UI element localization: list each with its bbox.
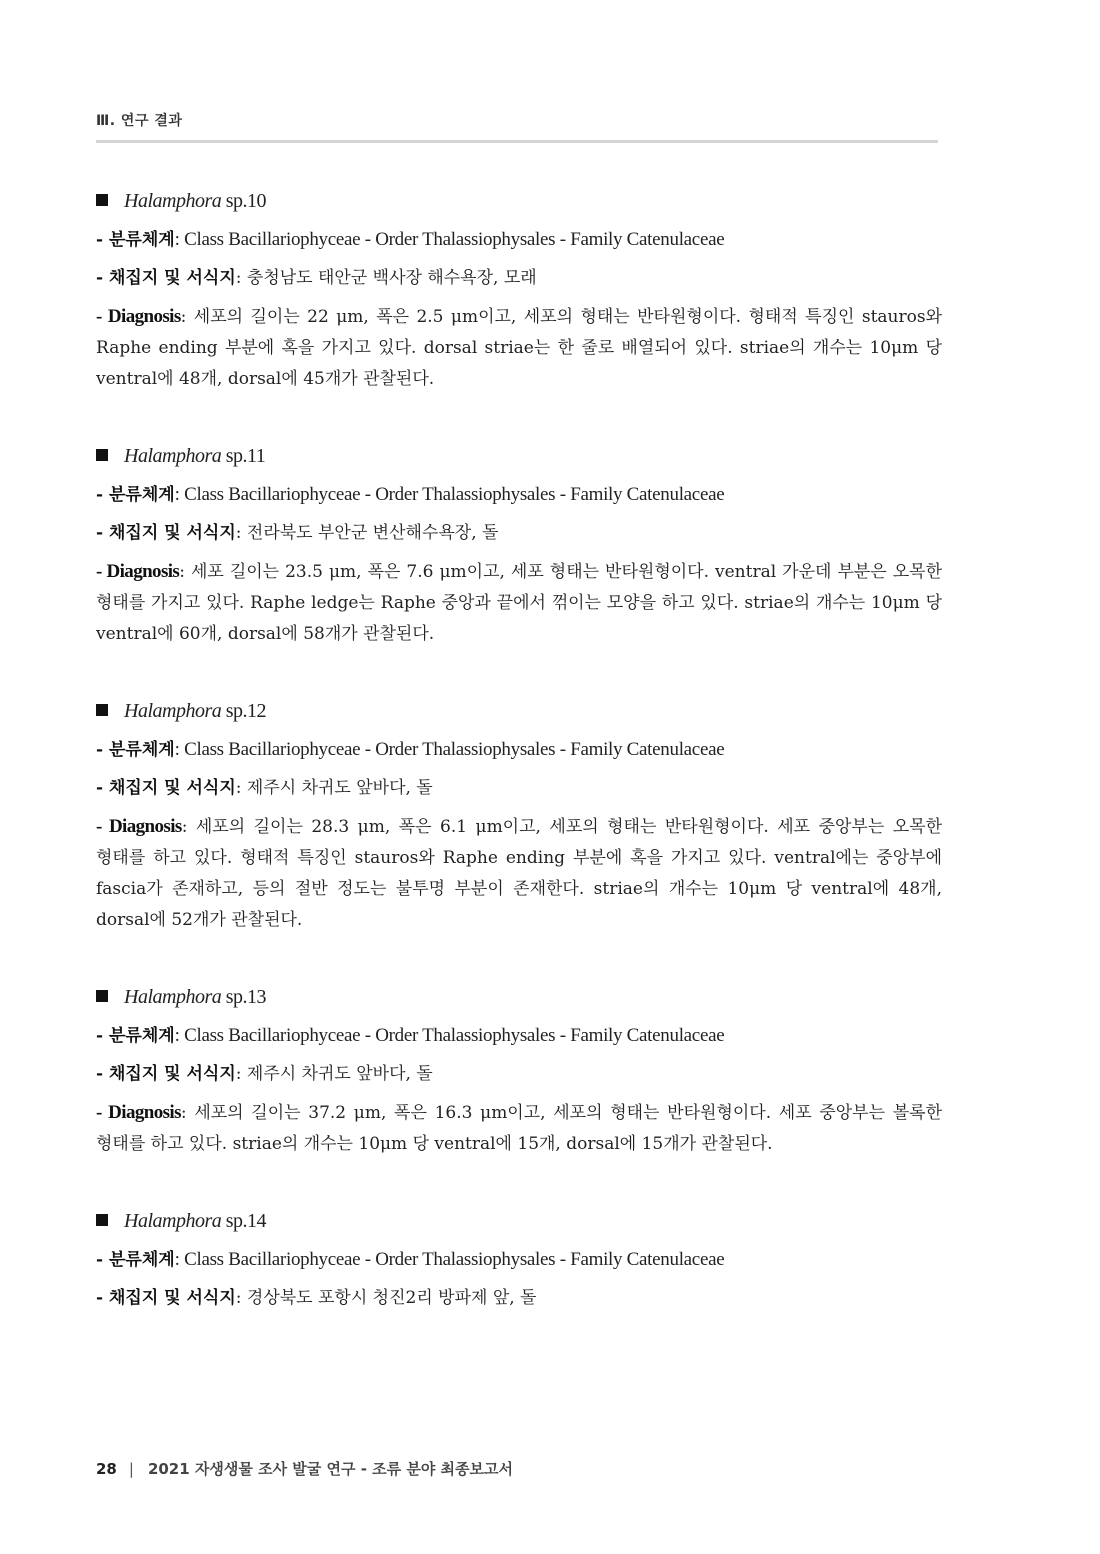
footer-separator: | xyxy=(128,1460,134,1478)
classification-entry xyxy=(96,734,942,766)
running-header xyxy=(96,110,938,130)
genus-name: Halamphora xyxy=(124,190,222,212)
report-title: 2021 자생생물 조사 발굴 연구 - 조류 분야 최종보고서 xyxy=(147,1460,514,1478)
species-title xyxy=(96,184,942,218)
header-divider xyxy=(96,140,938,143)
diagnosis-entry xyxy=(96,1097,942,1160)
classification-entry xyxy=(96,1244,942,1276)
page-number: 28 xyxy=(96,1460,117,1478)
habitat-text: : 전라북도 부안군 변산해수욕장, 돌 xyxy=(235,523,499,543)
classification-label: - 분류체계 xyxy=(96,740,175,760)
genus-name: Halamphora xyxy=(124,1210,222,1232)
diagnosis-label: - Diagnosis xyxy=(96,1102,181,1123)
classification-label: - 분류체계 xyxy=(96,230,175,250)
square-bullet-icon xyxy=(96,194,108,206)
habitat-label: - 채집지 및 서식지 xyxy=(96,1064,236,1084)
species-section xyxy=(96,980,942,1160)
classification-entry xyxy=(96,1020,942,1052)
diagnosis-label: - Diagnosis xyxy=(96,816,182,837)
habitat-text: : 경상북도 포항시 청진2리 방파제 앞, 돌 xyxy=(235,1288,537,1308)
species-section xyxy=(96,184,942,395)
diagnosis-text: : 세포의 길이는 22 μm, 폭은 2.5 μm이고, 세포의 형태는 반타원형이다. 형태적 특징인 stauros와 Raphe ending 부분에 혹을 가지고 있다. dorsal striae는 한 줄로 배열되어 있다. striae의 개수는 10μm 당 ventral에 48개, dorsal에 45개가 관찰된다. xyxy=(96,307,942,389)
classification-text: : Class Bacillariophyceae - Order Thalassiophysales - Family Catenulaceae xyxy=(174,1025,725,1046)
classification-text: : Class Bacillariophyceae - Order Thalassiophysales - Family Catenulaceae xyxy=(174,229,725,250)
species-epithet: sp.12 xyxy=(221,700,267,722)
diagnosis-text: : 세포의 길이는 37.2 μm, 폭은 16.3 μm이고, 세포의 형태는 반타원형이다. 세포 중앙부는 볼록한 형태를 하고 있다. striae의 개수는 10μm 당 ventral에 15개, dorsal에 15개가 관찰된다. xyxy=(96,1103,942,1154)
classification-label: - 분류체계 xyxy=(96,1250,175,1270)
diagnosis-label: - Diagnosis xyxy=(96,306,181,327)
habitat-label: - 채집지 및 서식지 xyxy=(96,778,236,798)
species-title xyxy=(96,439,942,473)
species-epithet: sp.11 xyxy=(221,445,266,467)
genus-name: Halamphora xyxy=(124,700,222,722)
species-epithet: sp.10 xyxy=(221,190,267,212)
square-bullet-icon xyxy=(96,704,108,716)
species-section xyxy=(96,694,942,936)
habitat-entry xyxy=(96,518,942,549)
habitat-text: : 충청남도 태안군 백사장 해수욕장, 모래 xyxy=(235,268,537,288)
species-title xyxy=(96,694,942,728)
habitat-label: - 채집지 및 서식지 xyxy=(96,523,236,543)
genus-name: Halamphora xyxy=(124,986,222,1008)
page-footer xyxy=(96,1458,513,1479)
species-title xyxy=(96,1204,942,1238)
species-title xyxy=(96,980,942,1014)
habitat-text: : 제주시 차귀도 앞바다, 돌 xyxy=(235,778,433,798)
page-content xyxy=(96,184,942,1358)
habitat-text: : 제주시 차귀도 앞바다, 돌 xyxy=(235,1064,433,1084)
diagnosis-text: : 세포의 길이는 28.3 μm, 폭은 6.1 μm이고, 세포의 형태는 반타원형이다. 세포 중앙부는 오목한 형태를 하고 있다. 형태적 특징인 stauros와 Raphe ending 부분에 혹을 가지고 있다. ventral에는 중앙부에 fascia가 존재하고, 등의 절반 정도는 불투명 부분이 존재한다. striae의 개수는 10μm 당 ventral에 48개, dorsal에 52개가 관찰된다. xyxy=(96,817,942,930)
classification-entry xyxy=(96,224,942,256)
species-section xyxy=(96,439,942,650)
habitat-entry xyxy=(96,1059,942,1090)
classification-text: : Class Bacillariophyceae - Order Thalassiophysales - Family Catenulaceae xyxy=(174,484,725,505)
running-header-title: Ⅲ. 연구 결과 xyxy=(96,113,183,129)
diagnosis-label: - Diagnosis xyxy=(96,561,180,582)
diagnosis-text: : 세포 길이는 23.5 μm, 폭은 7.6 μm이고, 세포 형태는 반타원형이다. ventral 가운데 부분은 오목한 형태를 가지고 있다. Raphe ledge는 Raphe 중앙과 끝에서 꺾이는 모양을 하고 있다. striae의 개수는 10μm 당 ventral에 60개, dorsal에 58개가 관찰된다. xyxy=(96,562,942,644)
habitat-entry xyxy=(96,1283,942,1314)
species-epithet: sp.13 xyxy=(221,986,267,1008)
diagnosis-entry xyxy=(96,301,942,395)
square-bullet-icon xyxy=(96,1214,108,1226)
classification-text: : Class Bacillariophyceae - Order Thalassiophysales - Family Catenulaceae xyxy=(174,1249,725,1270)
habitat-entry xyxy=(96,263,942,294)
habitat-entry xyxy=(96,773,942,804)
diagnosis-entry xyxy=(96,556,942,650)
classification-entry xyxy=(96,479,942,511)
habitat-label: - 채집지 및 서식지 xyxy=(96,268,236,288)
classification-label: - 분류체계 xyxy=(96,1026,175,1046)
square-bullet-icon xyxy=(96,449,108,461)
diagnosis-entry xyxy=(96,811,942,936)
genus-name: Halamphora xyxy=(124,445,222,467)
species-section xyxy=(96,1204,942,1314)
classification-text: : Class Bacillariophyceae - Order Thalassiophysales - Family Catenulaceae xyxy=(174,739,725,760)
classification-label: - 분류체계 xyxy=(96,485,175,505)
species-epithet: sp.14 xyxy=(221,1210,267,1232)
square-bullet-icon xyxy=(96,990,108,1002)
habitat-label: - 채집지 및 서식지 xyxy=(96,1288,236,1308)
